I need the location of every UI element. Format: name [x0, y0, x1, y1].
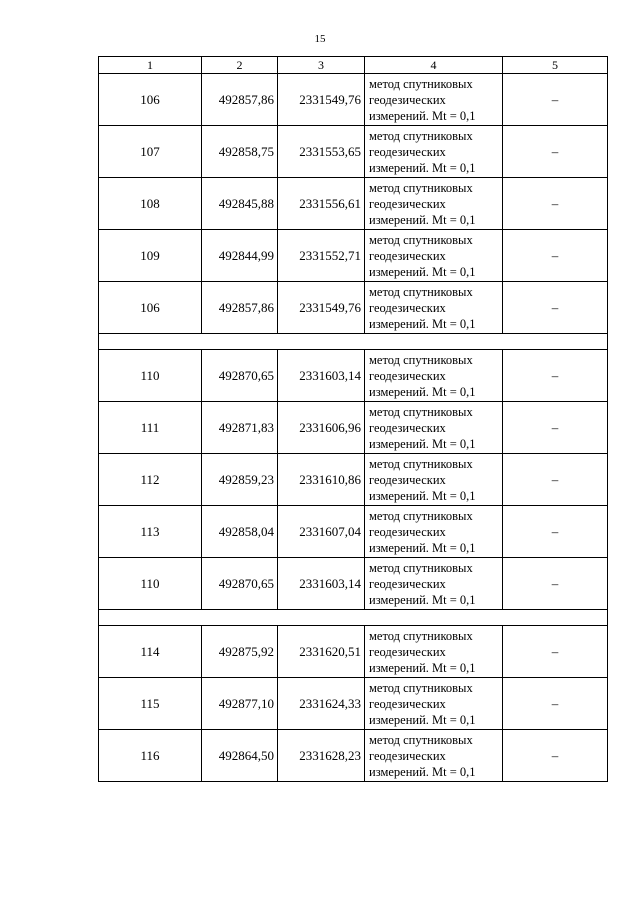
note-dash-cell: –	[503, 230, 608, 282]
method-line: измерений. Mt = 0,1	[369, 540, 476, 555]
table-row	[99, 282, 608, 334]
method-line: геодезических	[369, 368, 446, 383]
method-line: метод спутниковых	[369, 680, 473, 695]
y-coordinate-cell: 2331606,96	[278, 402, 365, 454]
method-line: геодезических	[369, 420, 446, 435]
method-cell	[365, 558, 503, 610]
point-number-cell: 106	[99, 282, 202, 334]
method-line: измерений. Mt = 0,1	[369, 488, 476, 503]
x-coordinate-cell: 492870,65	[202, 558, 278, 610]
method-line: геодезических	[369, 144, 446, 159]
method-line: геодезических	[369, 92, 446, 107]
table-row	[99, 626, 608, 678]
point-number-cell: 107	[99, 126, 202, 178]
table-row	[99, 678, 608, 730]
method-line: измерений. Mt = 0,1	[369, 764, 476, 779]
x-coordinate-cell: 492877,10	[202, 678, 278, 730]
method-line: метод спутниковых	[369, 732, 473, 747]
method-line: метод спутниковых	[369, 404, 473, 419]
table-row	[99, 558, 608, 610]
method-cell	[365, 74, 503, 126]
table-row	[99, 506, 608, 558]
note-dash-cell: –	[503, 282, 608, 334]
x-coordinate-cell: 492859,23	[202, 454, 278, 506]
method-cell	[365, 178, 503, 230]
point-number-cell: 112	[99, 454, 202, 506]
method-cell	[365, 402, 503, 454]
note-dash-cell: –	[503, 178, 608, 230]
y-coordinate-cell: 2331549,76	[278, 74, 365, 126]
column-header: 1	[99, 57, 202, 74]
method-line: измерений. Mt = 0,1	[369, 264, 476, 279]
column-header: 3	[278, 57, 365, 74]
y-coordinate-cell: 2331610,86	[278, 454, 365, 506]
y-coordinate-cell: 2331603,14	[278, 350, 365, 402]
note-dash-cell: –	[503, 558, 608, 610]
separator-cell	[99, 334, 608, 350]
table-row	[99, 126, 608, 178]
x-coordinate-cell: 492864,50	[202, 730, 278, 782]
point-number-cell: 110	[99, 350, 202, 402]
x-coordinate-cell: 492857,86	[202, 282, 278, 334]
method-line: геодезических	[369, 524, 446, 539]
table-row	[99, 178, 608, 230]
note-dash-cell: –	[503, 74, 608, 126]
x-coordinate-cell: 492858,04	[202, 506, 278, 558]
method-line: геодезических	[369, 748, 446, 763]
method-line: метод спутниковых	[369, 560, 473, 575]
y-coordinate-cell: 2331624,33	[278, 678, 365, 730]
point-number-cell: 109	[99, 230, 202, 282]
point-number-cell: 114	[99, 626, 202, 678]
method-cell	[365, 282, 503, 334]
y-coordinate-cell: 2331603,14	[278, 558, 365, 610]
method-line: метод спутниковых	[369, 628, 473, 643]
note-dash-cell: –	[503, 678, 608, 730]
x-coordinate-cell: 492875,92	[202, 626, 278, 678]
point-number-cell: 116	[99, 730, 202, 782]
table-row	[99, 230, 608, 282]
x-coordinate-cell: 492845,88	[202, 178, 278, 230]
method-line: метод спутниковых	[369, 128, 473, 143]
method-cell	[365, 230, 503, 282]
x-coordinate-cell: 492858,75	[202, 126, 278, 178]
y-coordinate-cell: 2331620,51	[278, 626, 365, 678]
note-dash-cell: –	[503, 402, 608, 454]
group-separator-row	[99, 610, 608, 626]
method-line: метод спутниковых	[369, 232, 473, 247]
method-line: измерений. Mt = 0,1	[369, 436, 476, 451]
point-number-cell: 115	[99, 678, 202, 730]
column-header: 2	[202, 57, 278, 74]
y-coordinate-cell: 2331553,65	[278, 126, 365, 178]
y-coordinate-cell: 2331628,23	[278, 730, 365, 782]
method-cell	[365, 626, 503, 678]
separator-cell	[99, 610, 608, 626]
coordinates-table-body	[99, 57, 608, 782]
table-row	[99, 350, 608, 402]
method-line: измерений. Mt = 0,1	[369, 212, 476, 227]
method-cell	[365, 350, 503, 402]
method-line: измерений. Mt = 0,1	[369, 660, 476, 675]
note-dash-cell: –	[503, 126, 608, 178]
x-coordinate-cell: 492870,65	[202, 350, 278, 402]
method-line: измерений. Mt = 0,1	[369, 384, 476, 399]
y-coordinate-cell: 2331549,76	[278, 282, 365, 334]
table-row	[99, 730, 608, 782]
note-dash-cell: –	[503, 730, 608, 782]
method-line: измерений. Mt = 0,1	[369, 316, 476, 331]
y-coordinate-cell: 2331556,61	[278, 178, 365, 230]
method-line: геодезических	[369, 248, 446, 263]
method-line: метод спутниковых	[369, 76, 473, 91]
note-dash-cell: –	[503, 350, 608, 402]
point-number-cell: 110	[99, 558, 202, 610]
method-line: измерений. Mt = 0,1	[369, 160, 476, 175]
method-line: геодезических	[369, 696, 446, 711]
table-row	[99, 74, 608, 126]
method-cell	[365, 126, 503, 178]
method-line: геодезических	[369, 196, 446, 211]
column-number-row	[99, 57, 608, 74]
method-line: геодезических	[369, 300, 446, 315]
method-line: измерений. Mt = 0,1	[369, 108, 476, 123]
y-coordinate-cell: 2331607,04	[278, 506, 365, 558]
table-row	[99, 402, 608, 454]
group-separator-row	[99, 334, 608, 350]
method-cell	[365, 730, 503, 782]
page-number: 15	[314, 33, 326, 45]
point-number-cell: 108	[99, 178, 202, 230]
x-coordinate-cell: 492844,99	[202, 230, 278, 282]
table-row	[99, 454, 608, 506]
method-cell	[365, 454, 503, 506]
coordinates-table	[98, 56, 608, 782]
point-number-cell: 113	[99, 506, 202, 558]
method-line: измерений. Mt = 0,1	[369, 712, 476, 727]
point-number-cell: 111	[99, 402, 202, 454]
method-line: геодезических	[369, 472, 446, 487]
method-line: геодезических	[369, 576, 446, 591]
method-line: метод спутниковых	[369, 284, 473, 299]
method-cell	[365, 678, 503, 730]
method-line: метод спутниковых	[369, 508, 473, 523]
column-header: 5	[503, 57, 608, 74]
point-number-cell: 106	[99, 74, 202, 126]
y-coordinate-cell: 2331552,71	[278, 230, 365, 282]
x-coordinate-cell: 492871,83	[202, 402, 278, 454]
method-line: измерений. Mt = 0,1	[369, 592, 476, 607]
column-header: 4	[365, 57, 503, 74]
method-line: геодезических	[369, 644, 446, 659]
method-line: метод спутниковых	[369, 456, 473, 471]
method-cell	[365, 506, 503, 558]
note-dash-cell: –	[503, 454, 608, 506]
method-line: метод спутниковых	[369, 352, 473, 367]
method-line: метод спутниковых	[369, 180, 473, 195]
x-coordinate-cell: 492857,86	[202, 74, 278, 126]
note-dash-cell: –	[503, 506, 608, 558]
note-dash-cell: –	[503, 626, 608, 678]
